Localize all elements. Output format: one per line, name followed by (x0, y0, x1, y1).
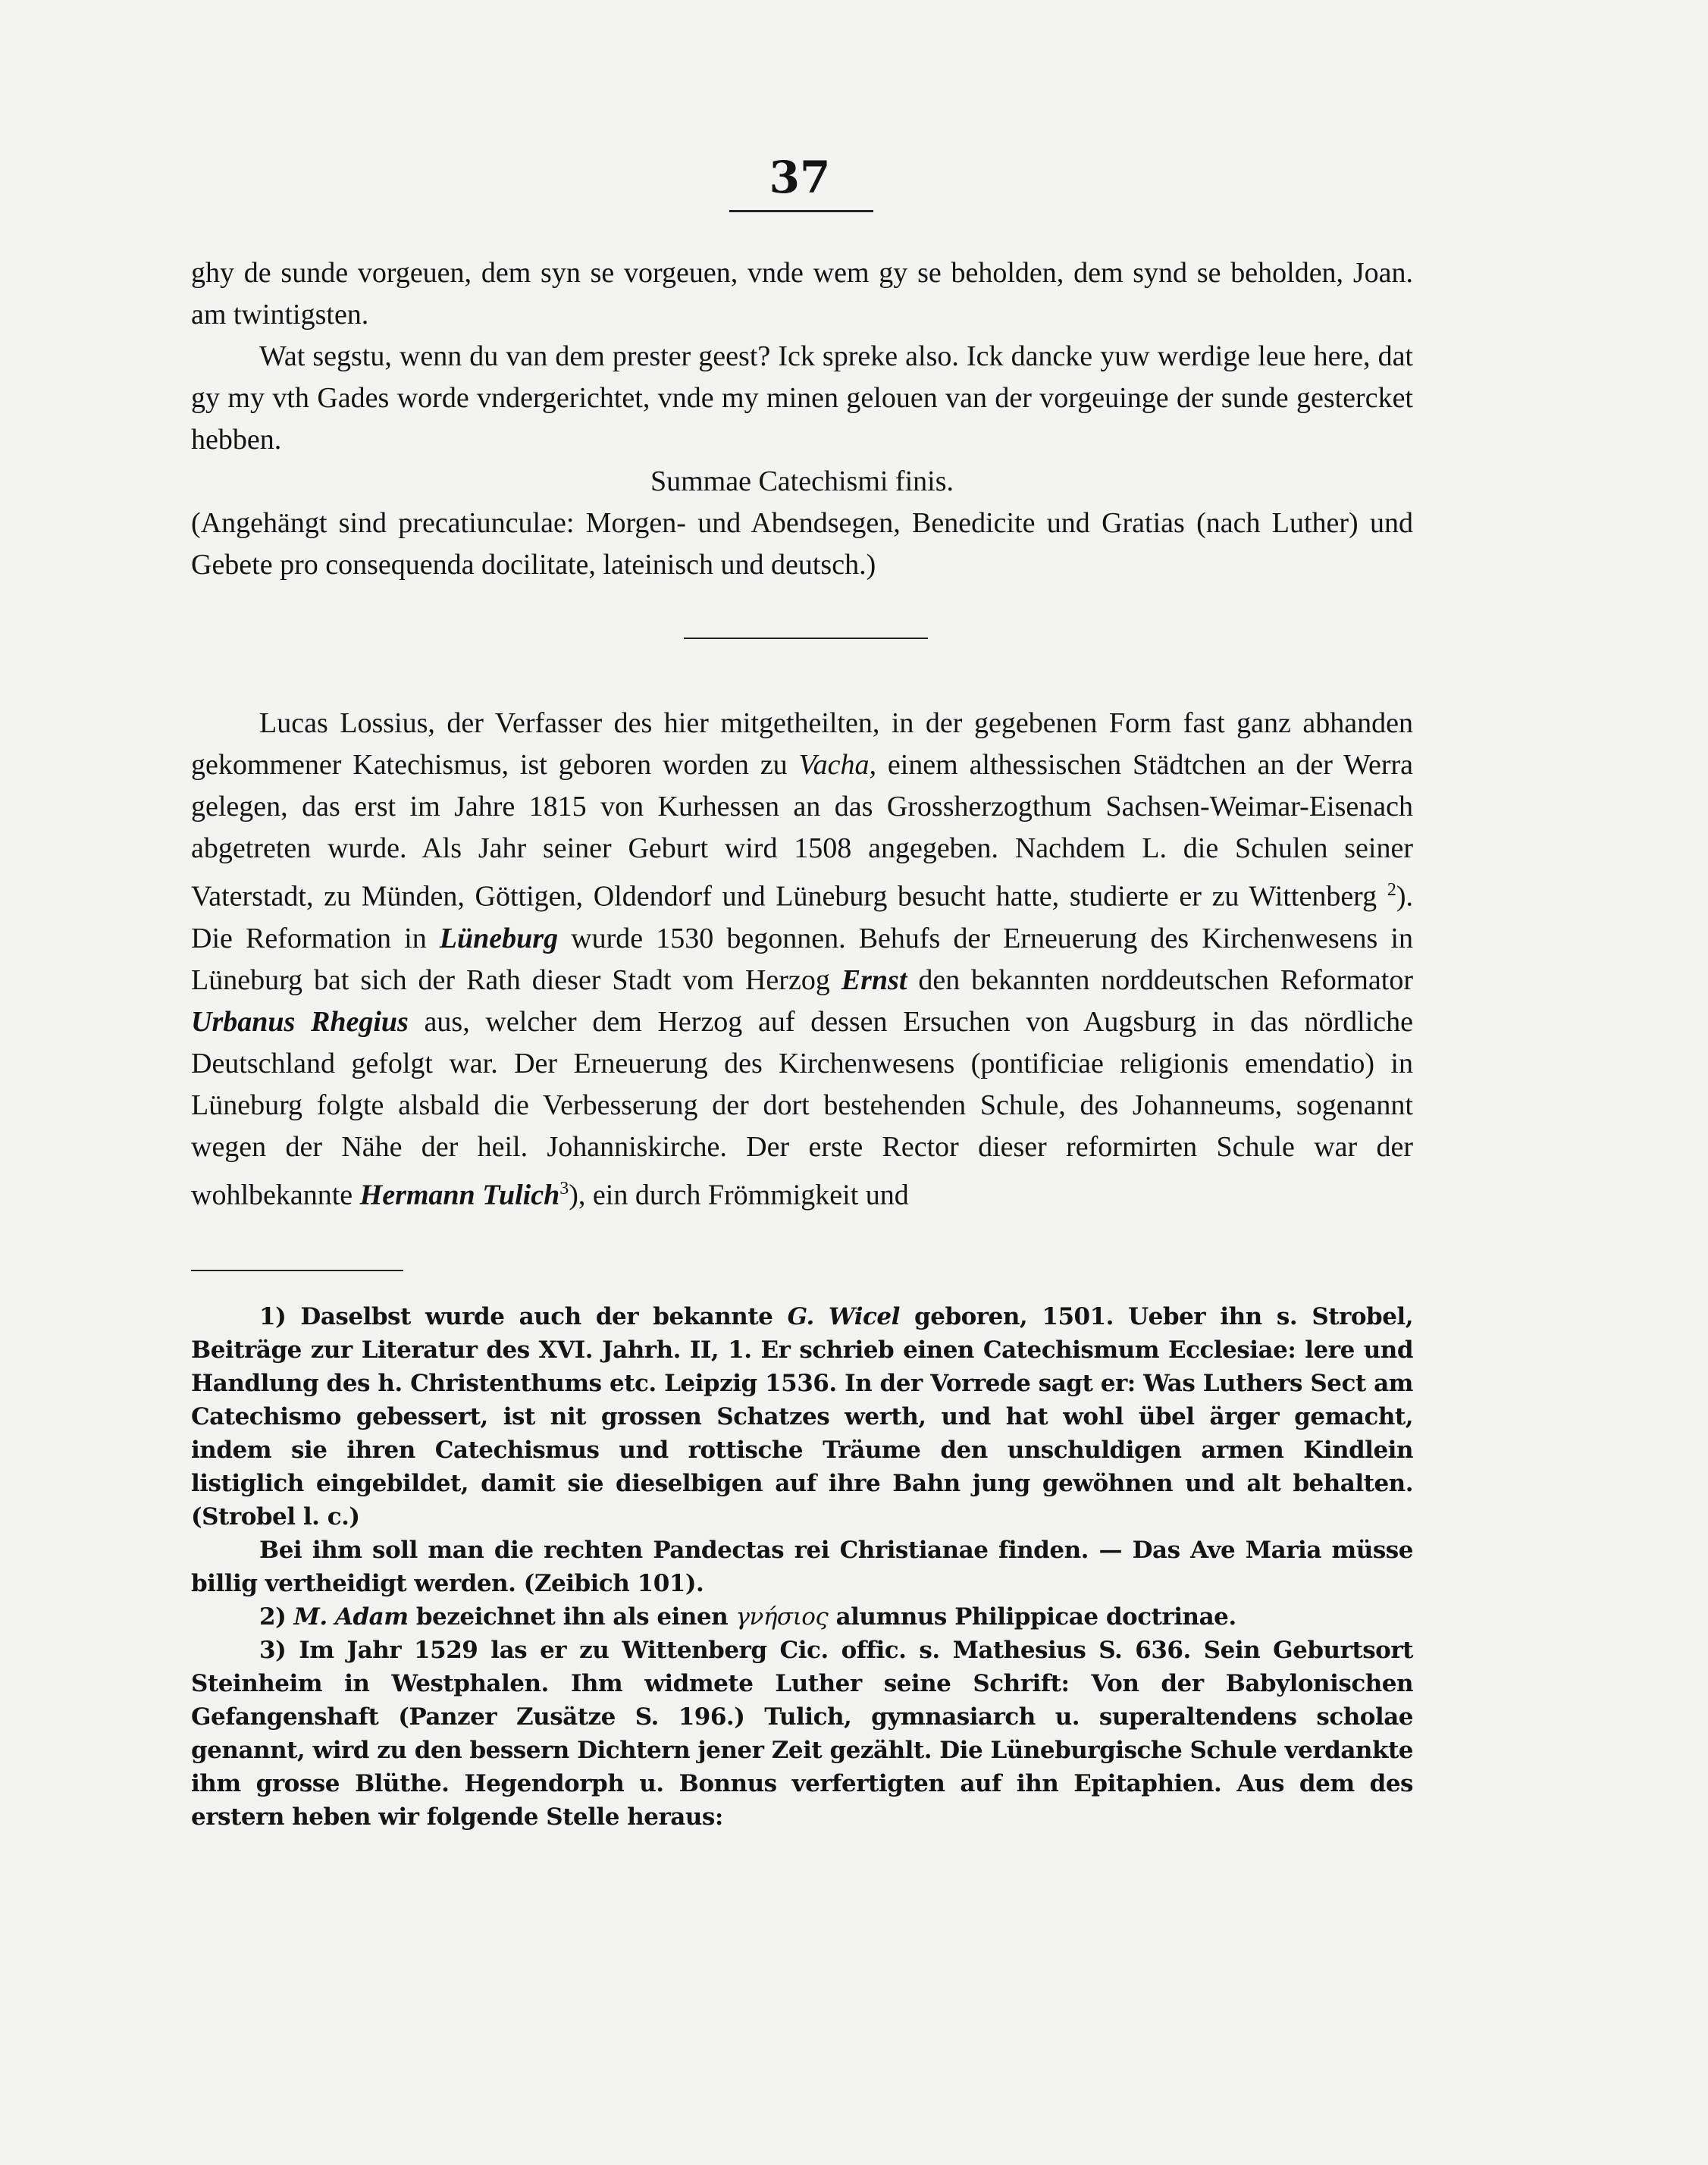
text-run: wurde 1530 begonnen. Behufs der Erneuerung des Kirchenwesens in Lüneburg bat sich der Rath dieser Stadt vom Herzog (191, 922, 1413, 996)
footnote-ref-3: 3 (559, 1178, 569, 1198)
text-run: aus, welcher dem Herzog auf dessen Ersuchen von Augsburg in das nördliche Deutschland gefolgt war. Der Erneuerung des Kirchenwesens (pontificiae religionis emendatio) in Lüneburg folgte alsbald die Verbesserung der dort bestehenden Schule, des Johanneums, sogenannt wegen der Nähe der heil. Johanniskirche. Der erste Rector dieser reformirten Schule war der wohlbekannte (191, 1005, 1413, 1211)
name-hermann-tulich: Hermann Tulich (359, 1179, 560, 1211)
summae-catechismi-finis: Summae Catechismi finis. (650, 465, 954, 497)
footnote-3: 3) Im Jahr 1529 las er zu Wittenberg Cic. offic. s. Mathesius S. 636. Sein Geburtsort Steinheim in Westphalen. Ihm widmete Luther seine Schrift: Von der Babylonischen Gefangenshaft (Panzer Zusätze S. 196.) Tulich, gymnasiarch u. superaltendens scholae genannt, wird zu den bessern Dichtern jener Zeit gezählt. Die Lüneburgische Schule verdankte ihm grosse Blüthe. Hegendorph u. Bonnus verfertigten auf ihn Epitaphien. Aus dem des erstern heben wir folgende Stelle heraus: (191, 1637, 1413, 1831)
place-vacha: Vacha, (798, 749, 876, 781)
text-run: Lucas Lossius, der Verfasser des hier mitgetheilten, in der gegebenen Form fast ganz abhanden gekommener Katechismus, ist geboren worden zu (191, 707, 1413, 781)
footnote-ref-2: 2 (1387, 880, 1396, 900)
page-number: 37 (769, 152, 831, 203)
text-run: ). Die Reformation in (191, 880, 1413, 954)
text-run: bezeichnet ihn als einen (408, 1603, 736, 1631)
text-run: 2) (259, 1603, 294, 1631)
paragraph-wat-segstu: Wat segstu, wenn du van dem prester geest? Ick spreke also. Ick dancke yuw werdige leue here, dat gy my vth Gades worde vndergerichtet, vnde my minen gelouen van der vorgeuinge der sunde gestercket hebben. (191, 340, 1413, 456)
footnote-2 (191, 1600, 1413, 1634)
footnote-1-continued: Bei ihm soll man die rechten Pandectas rei Christianae finden. — Das Ave Maria müsse billig vertheidigt werden. (Zeibich 101). (191, 1537, 1413, 1597)
name-adam: M. Adam (293, 1603, 409, 1631)
name-ernst: Ernst (841, 963, 907, 996)
place-luneburg: Lüneburg (439, 922, 559, 954)
text-run: 1) Daselbst wurde auch der bekannte (259, 1303, 788, 1330)
catechism-ending (191, 252, 1413, 586)
text-run: ), ein durch Frömmigkeit und (569, 1179, 909, 1211)
greek-word: γνήσιος (735, 1603, 829, 1631)
biography-paragraph (191, 703, 1413, 1216)
footnotes (191, 1300, 1413, 1834)
text-run: einem althessischen Städtchen an der Werra gelegen, das erst im Jahre 1815 von Kurhessen an das Grossherzogthum Sachsen-Weimar-Eisenach abgetreten wurde. Als Jahr seiner Geburt wird 1508 angegeben. Nachdem L. die Schulen seiner Vaterstadt, zu Münden, Göttigen, Oldendorf und Lüneburg besucht hatte, studierte er zu Wittenberg (191, 749, 1414, 913)
text-run: den bekannten norddeutschen Reformator (907, 963, 1413, 996)
text-run: alumnus Philippicae doctrinae. (828, 1603, 1236, 1631)
appendix-note: (Angehängt sind precatiunculae: Morgen- und Abendsegen, Benedicite und Gratias (nach Luther) und Gebete pro consequenda docilitate, lateinisch und deutsch.) (191, 507, 1413, 581)
section-divider (684, 638, 928, 639)
footnote-rule (191, 1270, 403, 1271)
text-run: geboren, 1501. Ueber ihn s. Strobel, Beiträge zur Literatur des XVI. Jahrh. II, 1. Er schrieb einen Catechismum Ecclesiae: lere und Handlung des h. Christenthums etc. Leipzig 1536. In der Vorrede sagt er: Was Luthers Sect am Catechismo gebessert, ist nit grossen Schatzes werth, und hat wohl übel ärger gemacht, indem sie ihren Catechismus und rottische Träume den unschuldigen armen Kindlein listiglich eingebildet, damit sie dieselbigen auf ihre Bahn jung gewöhnen und alt behalten. (Strobel l. c.) (191, 1303, 1413, 1531)
paragraph-ghy: ghy de sunde vorgeuen, dem syn se vorgeuen, vnde wem gy se beholden, dem synd se beholden, Joan. am twintigsten. (191, 257, 1413, 331)
footnote-1 (191, 1300, 1413, 1534)
name-urbanus-rhegius: Urbanus Rhegius (191, 1005, 409, 1038)
page-number-rule (729, 210, 873, 212)
name-wicel: G. Wicel (787, 1303, 900, 1330)
lossius-biography (191, 703, 1413, 1216)
